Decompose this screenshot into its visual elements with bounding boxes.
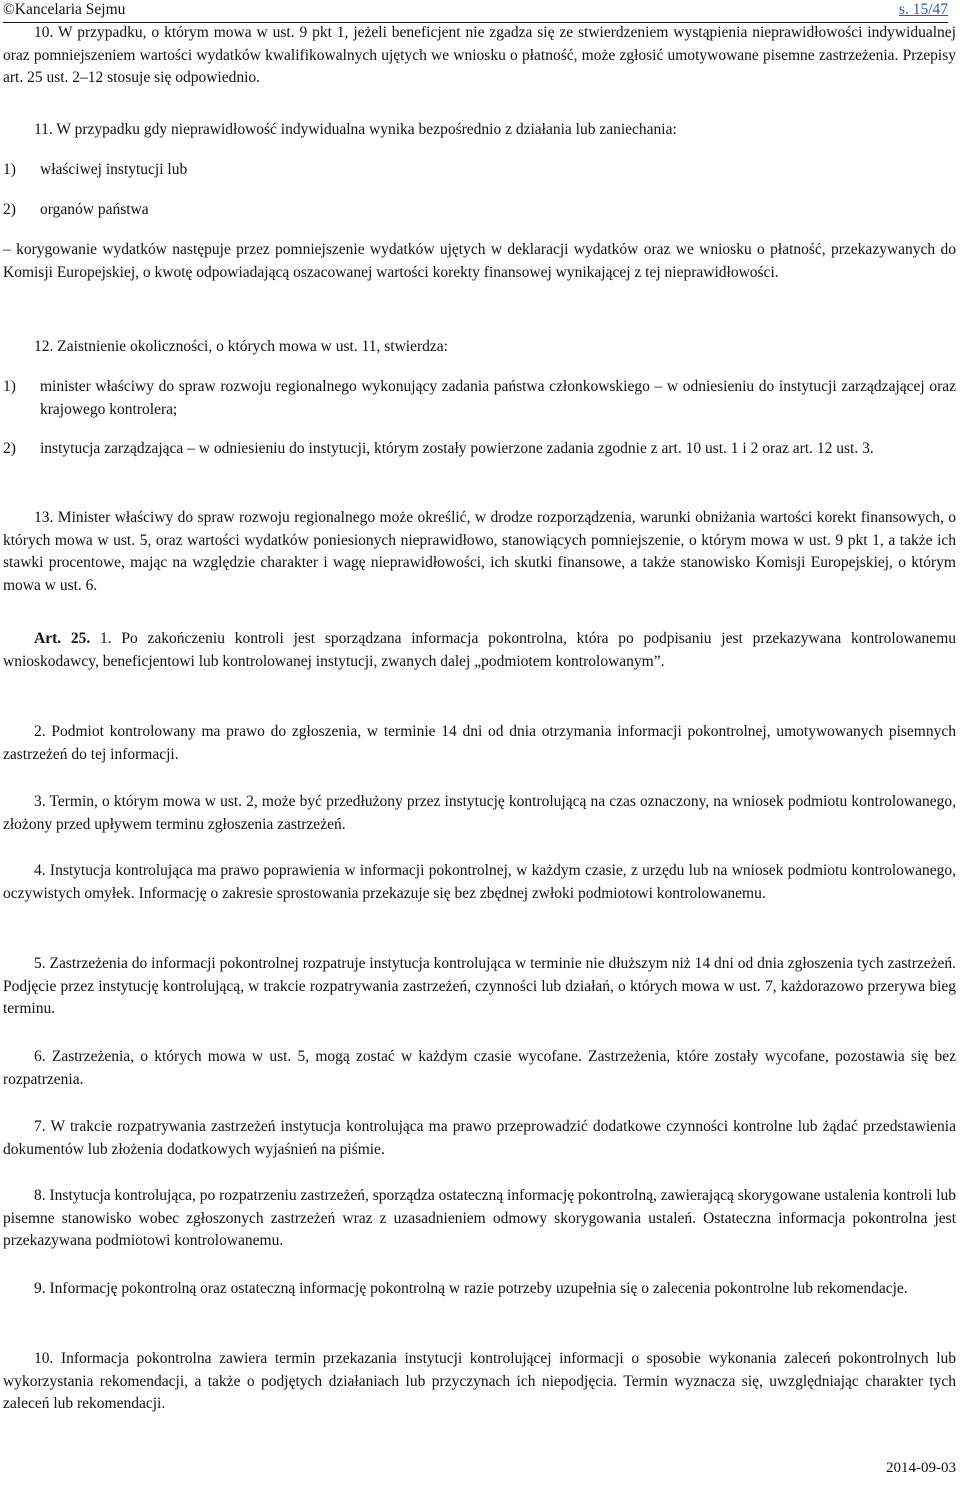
article-25-paragraph-7: 7. W trakcie rozpatrywania zastrzeżeń instytucja kontrolująca ma prawo przeprowadzić dodatkowe czynności kontrolne lub żądać przedstawienia dokumentów lub złożenia dodatkowych wyjaśnień na piśmie. [3,1118,956,1158]
page-header [3,0,948,23]
paragraph-11: 11. W przypadku gdy nieprawidłowość indywidualna wynika bezpośrednio z działania lub zaniechania: [34,121,677,138]
list-item-text: instytucja zarządzająca – w odniesieniu do instytucji, którym zostały powierzone zadania zgodnie z art. 10 ust. 1 i 2 oraz art. 12 ust. 3. [40,440,874,457]
article-25-paragraph-5: 5. Zastrzeżenia do informacji pokontrolnej rozpatruje instytucja kontrolująca w terminie nie dłuższym niż 14 dni od dnia zgłoszenia tych zastrzeżeń. Podjęcie przez instytucję kontrolującą, w trakcie rozpatrywania zastrzeżeń, czynności lub działań, o których mowa w ust. 7, każdorazowo przerywa bieg terminu. [3,955,956,1017]
article-25-paragraph-1 [3,628,956,673]
list-item-text: minister właściwy do spraw rozwoju regionalnego wykonujący zadania państwa członkowskiego – w odniesieniu do instytucji zarządzającej oraz krajowego kontrolera; [40,378,956,418]
list-item-number: 2) [3,201,16,218]
list-item-number: 1) [3,378,16,395]
publisher-label: ©Kancelaria Sejmu [3,1,126,18]
list-item-text: właściwej instytucji lub [40,161,188,178]
article-25-paragraph-2: 2. Podmiot kontrolowany ma prawo do zgłoszenia, w terminie 14 dni od dnia otrzymania informacji pokontrolnej, umotywowanych pisemnych zastrzeżeń do tej informacji. [3,723,956,763]
list-item-number: 2) [3,440,16,457]
article-text: 1. Po zakończeniu kontroli jest sporządzana informacja pokontrolna, która po podpisaniu jest przekazywana kontrolowanemu wnioskodawcy, beneficjentowi lub kontrolowanej instytucji, zwanych dalej „podmiotem kontrolowanym”. [3,630,956,670]
page-number-link[interactable]: s. 15/47 [898,1,948,18]
article-25-paragraph-3: 3. Termin, o którym mowa w ust. 2, może być przedłużony przez instytucję kontrolującą na czas oznaczony, na wniosek podmiotu kontrolowanego, złożony przed upływem terminu zgłoszenia zastrzeżeń. [3,793,956,833]
article-25-paragraph-10: 10. Informacja pokontrolna zawiera termin przekazania instytucji kontrolującej informacji o sposobie wykonania zaleceń pokontrolnych lub wykorzystania rekomendacji, a także o podjętych działaniach lub przyczynach ich niepodjęcia. Termin wyznacza się, uwzględniając charakter tych zaleceń lub rekomendacji. [3,1350,956,1412]
list-item-text: organów państwa [40,201,149,218]
article-25-paragraph-6: 6. Zastrzeżenia, o których mowa w ust. 5, mogą zostać w każdym czasie wycofane. Zastrzeżenia, które zostały wycofane, pozostawia się bez rozpatrzenia. [3,1048,956,1088]
paragraph-11-tail: – korygowanie wydatków następuje przez pomniejszenie wydatków ujętych w deklaracji wydatków oraz we wniosku o płatność, przekazywanych do Komisji Europejskiej, o kwotę odpowiadającą oszacowanej wartości korekty finansowej wynikającej z tej nieprawidłowości. [3,241,956,281]
paragraph-10: 10. W przypadku, o którym mowa w ust. 9 pkt 1, jeżeli beneficjent nie zgadza się ze stwierdzeniem wystąpienia nieprawidłowości indywidualnej oraz pomniejszeniem wartości wydatków kwalifikowalnych ujętych we wniosku o płatność, może zgłosić umotywowane pisemne zastrzeżenia. Przepisy art. 25 ust. 2–12 stosuje się odpowiednio. [3,24,956,86]
paragraph-13: 13. Minister właściwy do spraw rozwoju regionalnego może określić, w drodze rozporządzenia, warunki obniżania wartości korekt finansowych, o których mowa w ust. 5, oraz wartości wydatków poniesionych nieprawidłowo, stanowiących pomniejszenie, o którym mowa w ust. 9 pkt 1, a także ich stawki procentowe, mając na względzie charakter i wagę nieprawidłowości, ich skutki finansowe, a także stanowisko Komisji Europejskiej, o którym mowa w ust. 6. [3,509,956,594]
document-date: 2014-09-03 [886,1460,956,1476]
article-25-paragraph-4: 4. Instytucja kontrolująca ma prawo poprawienia w informacji pokontrolnej, w każdym czasie, z urzędu lub na wniosek podmiotu kontrolowanego, oczywistych omyłek. Informację o zakresie sprostowania przekazuje się bez zbędnej zwłoki podmiotowi kontrolowanemu. [3,862,956,902]
article-25-paragraph-9: 9. Informację pokontrolną oraz ostateczną informację pokontrolną w razie potrzeby uzupełnia się o zalecenia pokontrolne lub rekomendacje. [34,1280,908,1297]
list-item-number: 1) [3,161,16,178]
article-label: Art. 25. [34,630,91,647]
paragraph-12: 12. Zaistnienie okoliczności, o których mowa w ust. 11, stwierdza: [34,338,448,355]
article-25-paragraph-8: 8. Instytucja kontrolująca, po rozpatrzeniu zastrzeżeń, sporządza ostateczną informację pokontrolną, zawierającą skorygowane ustalenia kontroli lub pisemne stanowisko wobec zgłoszonych zastrzeżeń wraz z uzasadnieniem odmowy skorygowania ustaleń. Ostateczna informacja pokontrolna jest przekazywana podmiotowi kontrolowanemu. [3,1187,956,1249]
